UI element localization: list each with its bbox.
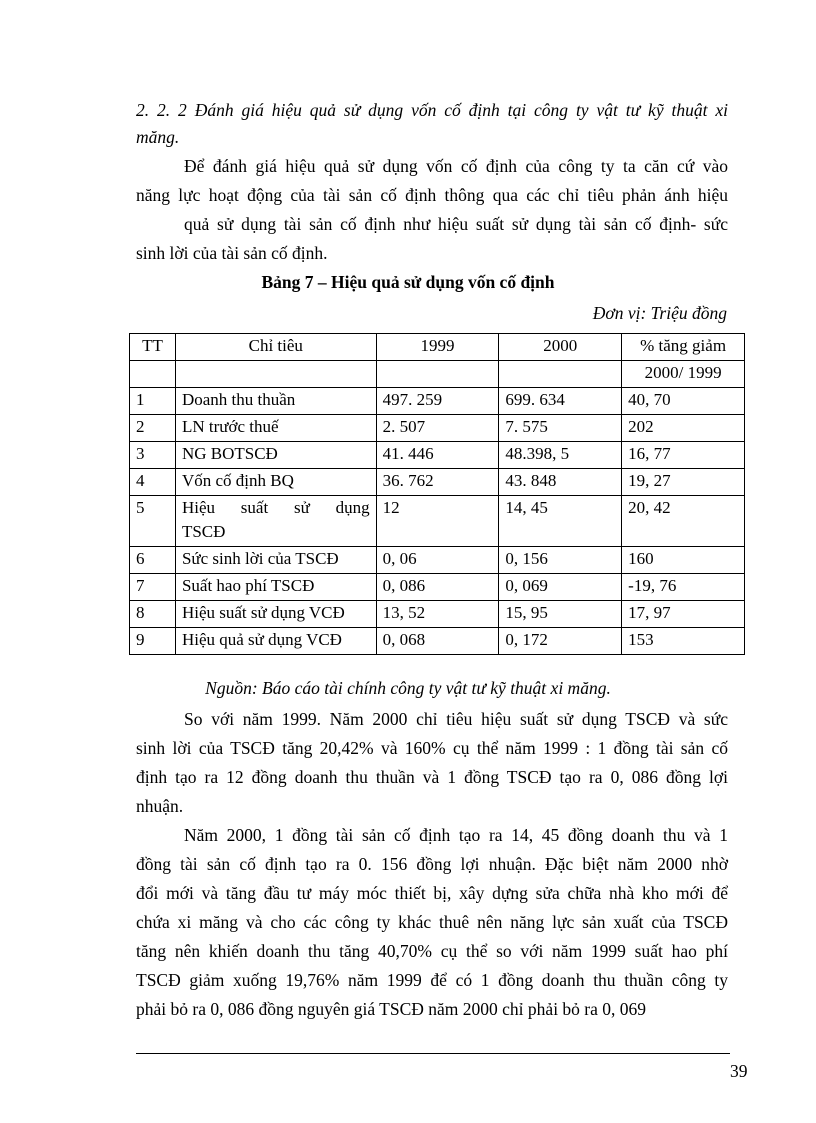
intro-line: sinh lời của tài sản cố định. [136, 243, 328, 263]
table-row [130, 469, 745, 496]
intro-line: năng lực hoạt động của tài sản cố định thông qua các chỉ tiêu phản ánh hiệu [136, 185, 728, 205]
cell-2000: 48.398, 5 [499, 442, 622, 469]
section-heading-line-2: măng. [136, 127, 180, 147]
para2-line: TSCĐ giảm xuống 19,76% năm 1999 để có 1 đồng doanh thu thuần công ty [136, 970, 728, 990]
subheader-period: 2000/ 1999 [622, 361, 745, 388]
cell-pct: 16, 77 [622, 442, 745, 469]
cell-indicator: LN trước thuế [175, 415, 376, 442]
header-2000: 2000 [499, 334, 622, 361]
cell-1999: 0, 068 [376, 628, 499, 655]
cell-indicator-line-1: Hiệu suất sử dụng [181, 498, 370, 517]
cell-2000: 14, 45 [499, 496, 622, 547]
table-title: Bảng 7 – Hiệu quả sử dụng vốn cố định [261, 272, 555, 292]
cell-indicator [175, 496, 376, 547]
cell-2000: 15, 95 [499, 601, 622, 628]
cell-2000: 699. 634 [499, 388, 622, 415]
table-cell [130, 361, 176, 388]
table-row [130, 442, 745, 469]
header-pct-change: % tăng giảm [622, 334, 745, 361]
table-source: Nguồn: Báo cáo tài chính công ty vật tư kỹ thuật xi măng. [205, 678, 611, 698]
table-cell [175, 361, 376, 388]
table-row [130, 628, 745, 655]
cell-tt: 3 [130, 442, 176, 469]
cell-tt: 1 [130, 388, 176, 415]
cell-1999: 36. 762 [376, 469, 499, 496]
intro-line: Để đánh giá hiệu quả sử dụng vốn cố định của công ty ta căn cứ vào [184, 156, 728, 176]
header-1999: 1999 [376, 334, 499, 361]
table-row [130, 415, 745, 442]
cell-pct: 202 [622, 415, 745, 442]
cell-1999: 497. 259 [376, 388, 499, 415]
page-number: 39 [730, 1061, 748, 1081]
para1-line: sinh lời của TSCĐ tăng 20,42% và 160% cụ thể năm 1999 : 1 đồng tài sản cố [136, 738, 728, 758]
cell-pct: 17, 97 [622, 601, 745, 628]
cell-tt: 7 [130, 574, 176, 601]
cell-tt: 2 [130, 415, 176, 442]
cell-2000: 0, 172 [499, 628, 622, 655]
para2-line: đồng tài sản cố định tạo ra 0. 156 đồng lợi nhuận. Đặc biệt năm 2000 nhờ [136, 854, 728, 874]
table-unit: Đơn vị: Triệu đồng [592, 303, 727, 323]
cell-tt: 4 [130, 469, 176, 496]
header-tt: TT [130, 334, 176, 361]
para1-line: So với năm 1999. Năm 2000 chỉ tiêu hiệu suất sử dụng TSCĐ và sức [184, 709, 728, 729]
cell-2000: 7. 575 [499, 415, 622, 442]
table-row [130, 388, 745, 415]
table-subheader-row [130, 361, 745, 388]
cell-1999: 13, 52 [376, 601, 499, 628]
cell-indicator: Sức sinh lời của TSCĐ [175, 547, 376, 574]
cell-pct: 40, 70 [622, 388, 745, 415]
cell-tt: 6 [130, 547, 176, 574]
table-row [130, 496, 745, 547]
cell-1999: 0, 086 [376, 574, 499, 601]
cell-indicator: Hiệu suất sử dụng VCĐ [175, 601, 376, 628]
para2-line: chứa xi măng và cho các công ty khác thuê nên năng lực sản xuất của TSCĐ [136, 912, 728, 932]
efficiency-table [129, 333, 745, 655]
intro-line: quả sử dụng tài sản cố định như hiệu suất sử dụng tài sản cố định- sức [184, 214, 728, 234]
cell-pct: 153 [622, 628, 745, 655]
table-cell [376, 361, 499, 388]
cell-indicator-line-2: TSCĐ [181, 522, 226, 541]
para2-line: tăng nên khiến doanh thu tăng 40,70% cụ thể so với năm 1999 suất hao phí [136, 941, 728, 961]
cell-indicator: Hiệu quả sử dụng VCĐ [175, 628, 376, 655]
cell-pct: 19, 27 [622, 469, 745, 496]
para2-line: phải bỏ ra 0, 086 đồng nguyên giá TSCĐ năm 2000 chỉ phải bỏ ra 0, 069 [136, 999, 647, 1019]
cell-indicator: Vốn cố định BQ [175, 469, 376, 496]
table-row [130, 574, 745, 601]
cell-tt: 5 [130, 496, 176, 547]
header-indicator: Chỉ tiêu [175, 334, 376, 361]
cell-tt: 9 [130, 628, 176, 655]
cell-pct: 160 [622, 547, 745, 574]
table-header-row [130, 334, 745, 361]
para1-line: định tạo ra 12 đồng doanh thu thuần và 1 đồng TSCĐ tạo ra 0, 086 đồng lợi [136, 767, 728, 787]
cell-tt: 8 [130, 601, 176, 628]
para2-line: đổi mới và tăng đầu tư máy móc thiết bị, xây dựng sửa chữa nhà kho mới để [136, 883, 728, 903]
cell-indicator: Doanh thu thuần [175, 388, 376, 415]
cell-1999: 0, 06 [376, 547, 499, 574]
para1-line: nhuận. [136, 796, 184, 816]
footer-rule [136, 1053, 730, 1054]
cell-1999: 12 [376, 496, 499, 547]
cell-2000: 43. 848 [499, 469, 622, 496]
cell-2000: 0, 156 [499, 547, 622, 574]
table-cell [499, 361, 622, 388]
table-row [130, 601, 745, 628]
table-row [130, 547, 745, 574]
para2-line: Năm 2000, 1 đồng tài sản cố định tạo ra 14, 45 đồng doanh thu và 1 [184, 825, 728, 845]
cell-1999: 41. 446 [376, 442, 499, 469]
cell-indicator: Suất hao phí TSCĐ [175, 574, 376, 601]
cell-pct: 20, 42 [622, 496, 745, 547]
cell-2000: 0, 069 [499, 574, 622, 601]
section-heading-line-1: 2. 2. 2 Đánh giá hiệu quả sử dụng vốn cố định tại công ty vật tư kỹ thuật xi [136, 100, 728, 120]
cell-1999: 2. 507 [376, 415, 499, 442]
cell-pct: -19, 76 [622, 574, 745, 601]
cell-indicator: NG BOTSCĐ [175, 442, 376, 469]
